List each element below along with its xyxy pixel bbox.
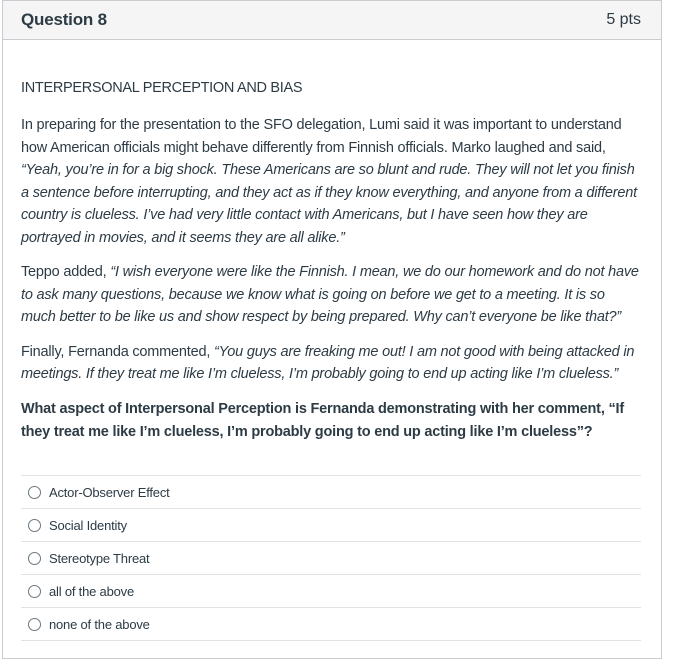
answer-option[interactable] xyxy=(21,575,641,608)
section-heading: INTERPERSONAL PERCEPTION AND BIAS xyxy=(21,80,303,96)
answer-label: Stereotype Threat xyxy=(49,550,150,566)
radio-button-icon[interactable] xyxy=(28,486,41,499)
answer-option[interactable] xyxy=(21,542,641,575)
radio-button-icon[interactable] xyxy=(28,585,41,598)
radio-button-icon[interactable] xyxy=(28,519,41,532)
paragraph-quote: “You guys are freaking me out! I am not good with being attacked in meetings. If they treat me like I’m clueless, I’m probably going to end up acting like I’m clueless.” xyxy=(21,343,635,382)
answer-label: all of the above xyxy=(49,583,134,599)
passage-paragraph-fernanda xyxy=(21,341,641,386)
answer-option[interactable] xyxy=(21,509,641,542)
answer-option[interactable] xyxy=(21,476,641,509)
paragraph-lead: Finally, Fernanda commented, xyxy=(21,343,214,360)
question-points: 5 pts xyxy=(606,11,641,28)
paragraph-lead: Teppo added, xyxy=(21,264,111,280)
answer-list xyxy=(21,475,641,641)
answer-label: Social Identity xyxy=(49,517,127,533)
paragraph-quote: “I wish everyone were like the Finnish. I mean, we do our homework and do not have to ask many questions, because we know what is going on before we get to a meeting. It is so much better to be like us and show respect by being prepared. Why can’t everyone be like that?” xyxy=(21,264,639,325)
radio-button-icon[interactable] xyxy=(28,618,41,631)
question-title: Question 8 xyxy=(21,10,107,29)
paragraph-quote: “Yeah, you’re in for a big shock. These Americans are so blunt and rude. They will not let you finish a sentence before interrupting, and they act as if they know everything, and anyone from a different country is clueless. I’ve had very little contact with Americans, but I have seen how they are portrayed in movies, and it seems they are all alike.” xyxy=(21,162,637,246)
question-header xyxy=(3,1,661,40)
answer-label: Actor-Observer Effect xyxy=(49,484,170,500)
question-body xyxy=(3,40,661,444)
paragraph-lead: In preparing for the presentation to the SFO delegation, Lumi said it was important to understand how American officials might behave differently from Finnish officials. Marko laughed and said, xyxy=(21,117,622,156)
radio-button-icon[interactable] xyxy=(28,552,41,565)
answer-option[interactable] xyxy=(21,608,641,641)
answer-label: none of the above xyxy=(49,616,150,632)
passage-paragraph-marko xyxy=(21,114,641,249)
passage-paragraph-teppo xyxy=(21,261,641,329)
question-card xyxy=(2,0,662,659)
question-prompt: What aspect of Interpersonal Perception is Fernanda demonstrating with her comment, “If they treat me like I’m clueless, I’m probably going to end up acting like I’m clueless”? xyxy=(21,400,624,440)
